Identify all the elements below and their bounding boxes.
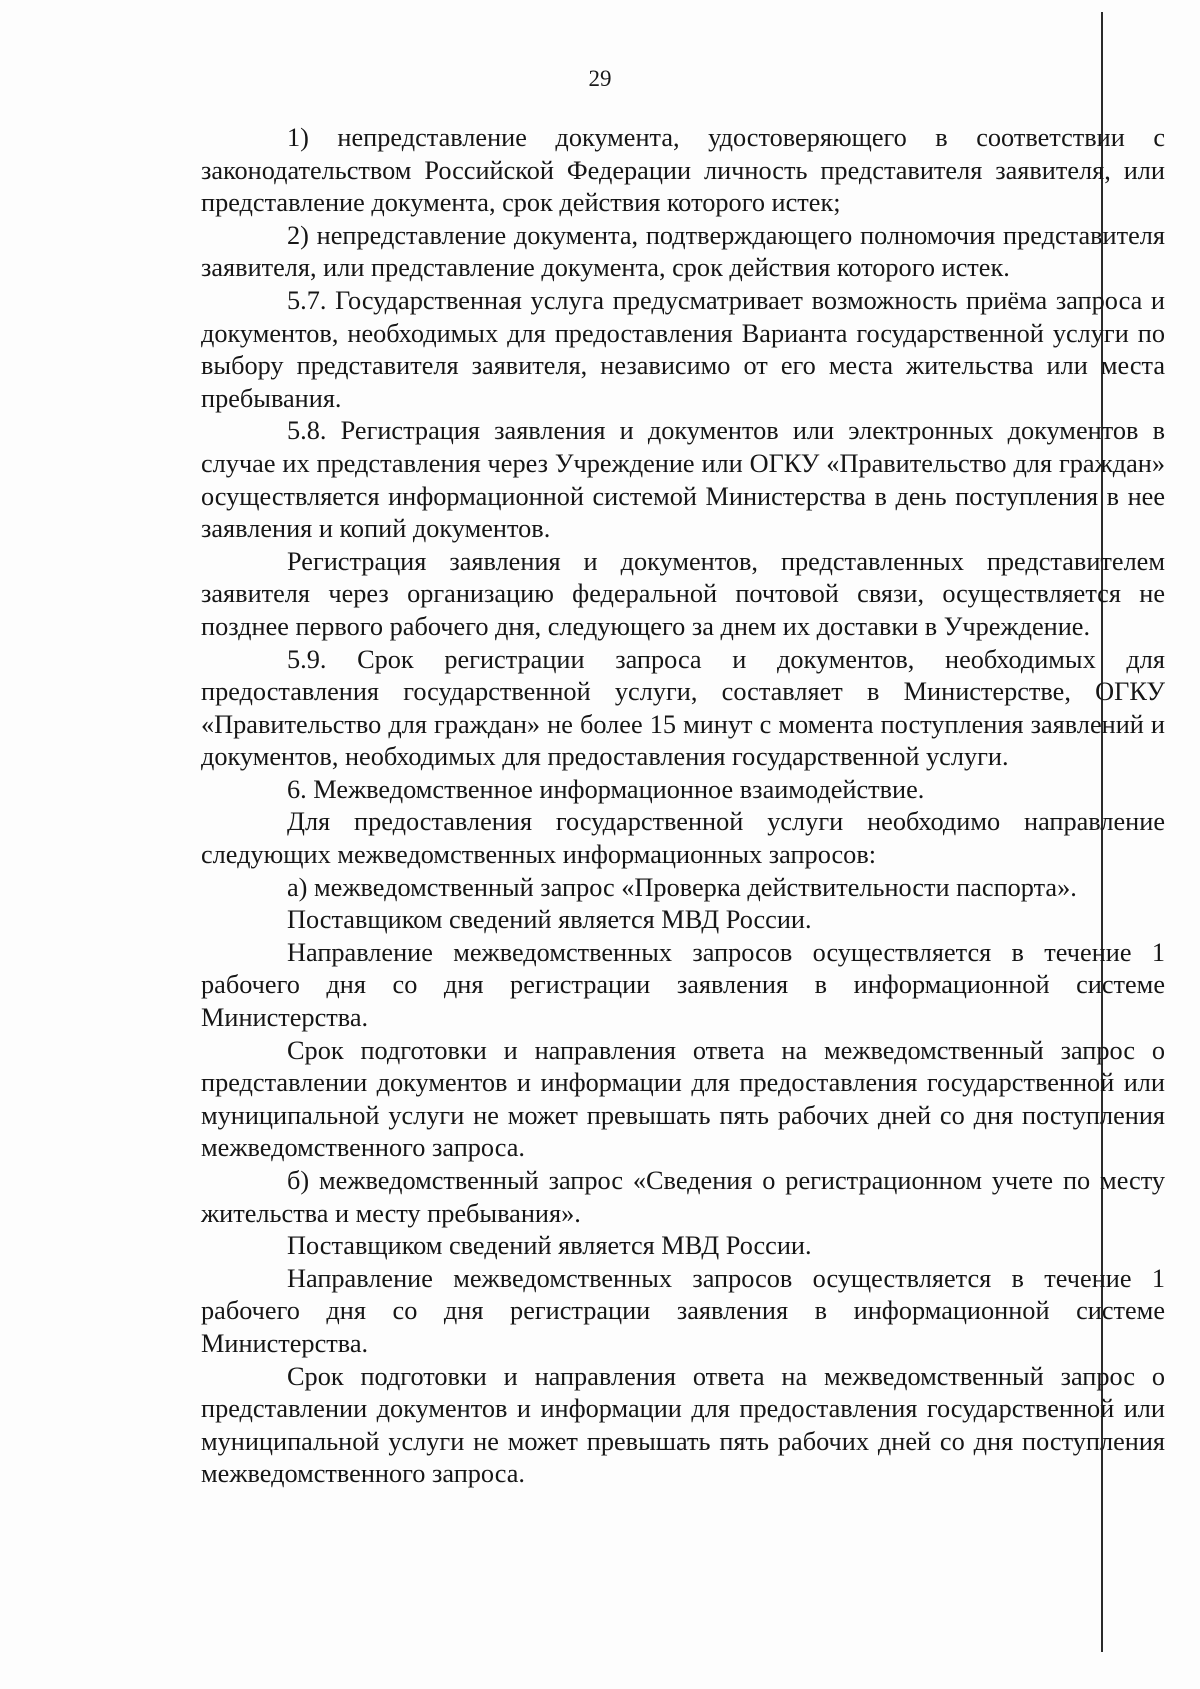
paragraph-request-b: б) межведомственный запрос «Сведения о регистрационном учете по месту жительства и месту пребывания». [201,1166,1165,1228]
document-body [201,122,1165,1491]
paragraph-request-a: а) межведомственный запрос «Проверка действительности паспорта». [287,872,1077,902]
paragraph-item-1: 1) непредставление документа, удостоверяющего в соответствии с законодательством Российской Федерации личность представителя заявителя, или представление документа, срок действия которого истек; [201,123,1165,218]
paragraph-section-5-7: 5.7. Государственная услуга предусматривает возможность приёма запроса и документов, необходимых для предоставления Варианта государственной услуги по выбору представителя заявителя, независимо от его места жительства или места пребывания. [201,285,1165,413]
paragraph-item-2: 2) непредставление документа, подтверждающего полномочия представителя заявителя, или представление документа, срок действия которого истек. [201,220,1165,283]
paragraph-postal-registration: Регистрация заявления и документов, представленных представителем заявителя через организацию федеральной почтовой связи, осуществляется не позднее первого рабочего дня, следующего за днем их доставки в Учреждение. [201,546,1165,641]
paragraph-provider-b: Поставщиком сведений является МВД России. [287,1231,812,1261]
paragraph-section-5-8: 5.8. Регистрация заявления и документов или электронных документов в случае их представления через Учреждение или ОГКУ «Правительство для граждан» осуществляется информационной системой Министерства в день поступления в нее заявления и копий документов. [201,416,1165,544]
paragraph-response-term-b: Срок подготовки и направления ответа на межведомственный запрос о представлении документов и информации для предоставления государственной или муниципальной услуги не может превышать пять рабочих дней со дня поступления межведомственного запроса. [201,1361,1165,1489]
page-number: 29 [588,66,612,91]
paragraph-requests-intro: Для предоставления государственной услуги необходимо направление следующих межведомственных информационных запросов: [201,807,1165,870]
paragraph-section-5-9: 5.9. Срок регистрации запроса и документов, необходимых для предоставления государственной услуги, составляет в Министерстве, ОГКУ «Правительство для граждан» не более 15 минут с момента поступления заявлений и документов, необходимых для предоставления государственной услуги. [201,644,1165,772]
paragraph-section-6-heading: 6. Межведомственное информационное взаимодействие. [287,774,925,804]
paragraph-response-term-a: Срок подготовки и направления ответа на межведомственный запрос о представлении документов и информации для предоставления государственной или муниципальной услуги не может превышать пять рабочих дней со дня поступления межведомственного запроса. [201,1035,1165,1163]
paragraph-sending-a: Направление межведомственных запросов осуществляется в течение 1 рабочего дня со дня регистрации заявления в информационной системе Министерства. [201,937,1165,1033]
paragraph-sending-b: Направление межведомственных запросов осуществляется в течение 1 рабочего дня со дня регистрации заявления в информационной системе Министерства. [201,1263,1165,1358]
paragraph-provider-a: Поставщиком сведений является МВД России. [287,905,812,935]
